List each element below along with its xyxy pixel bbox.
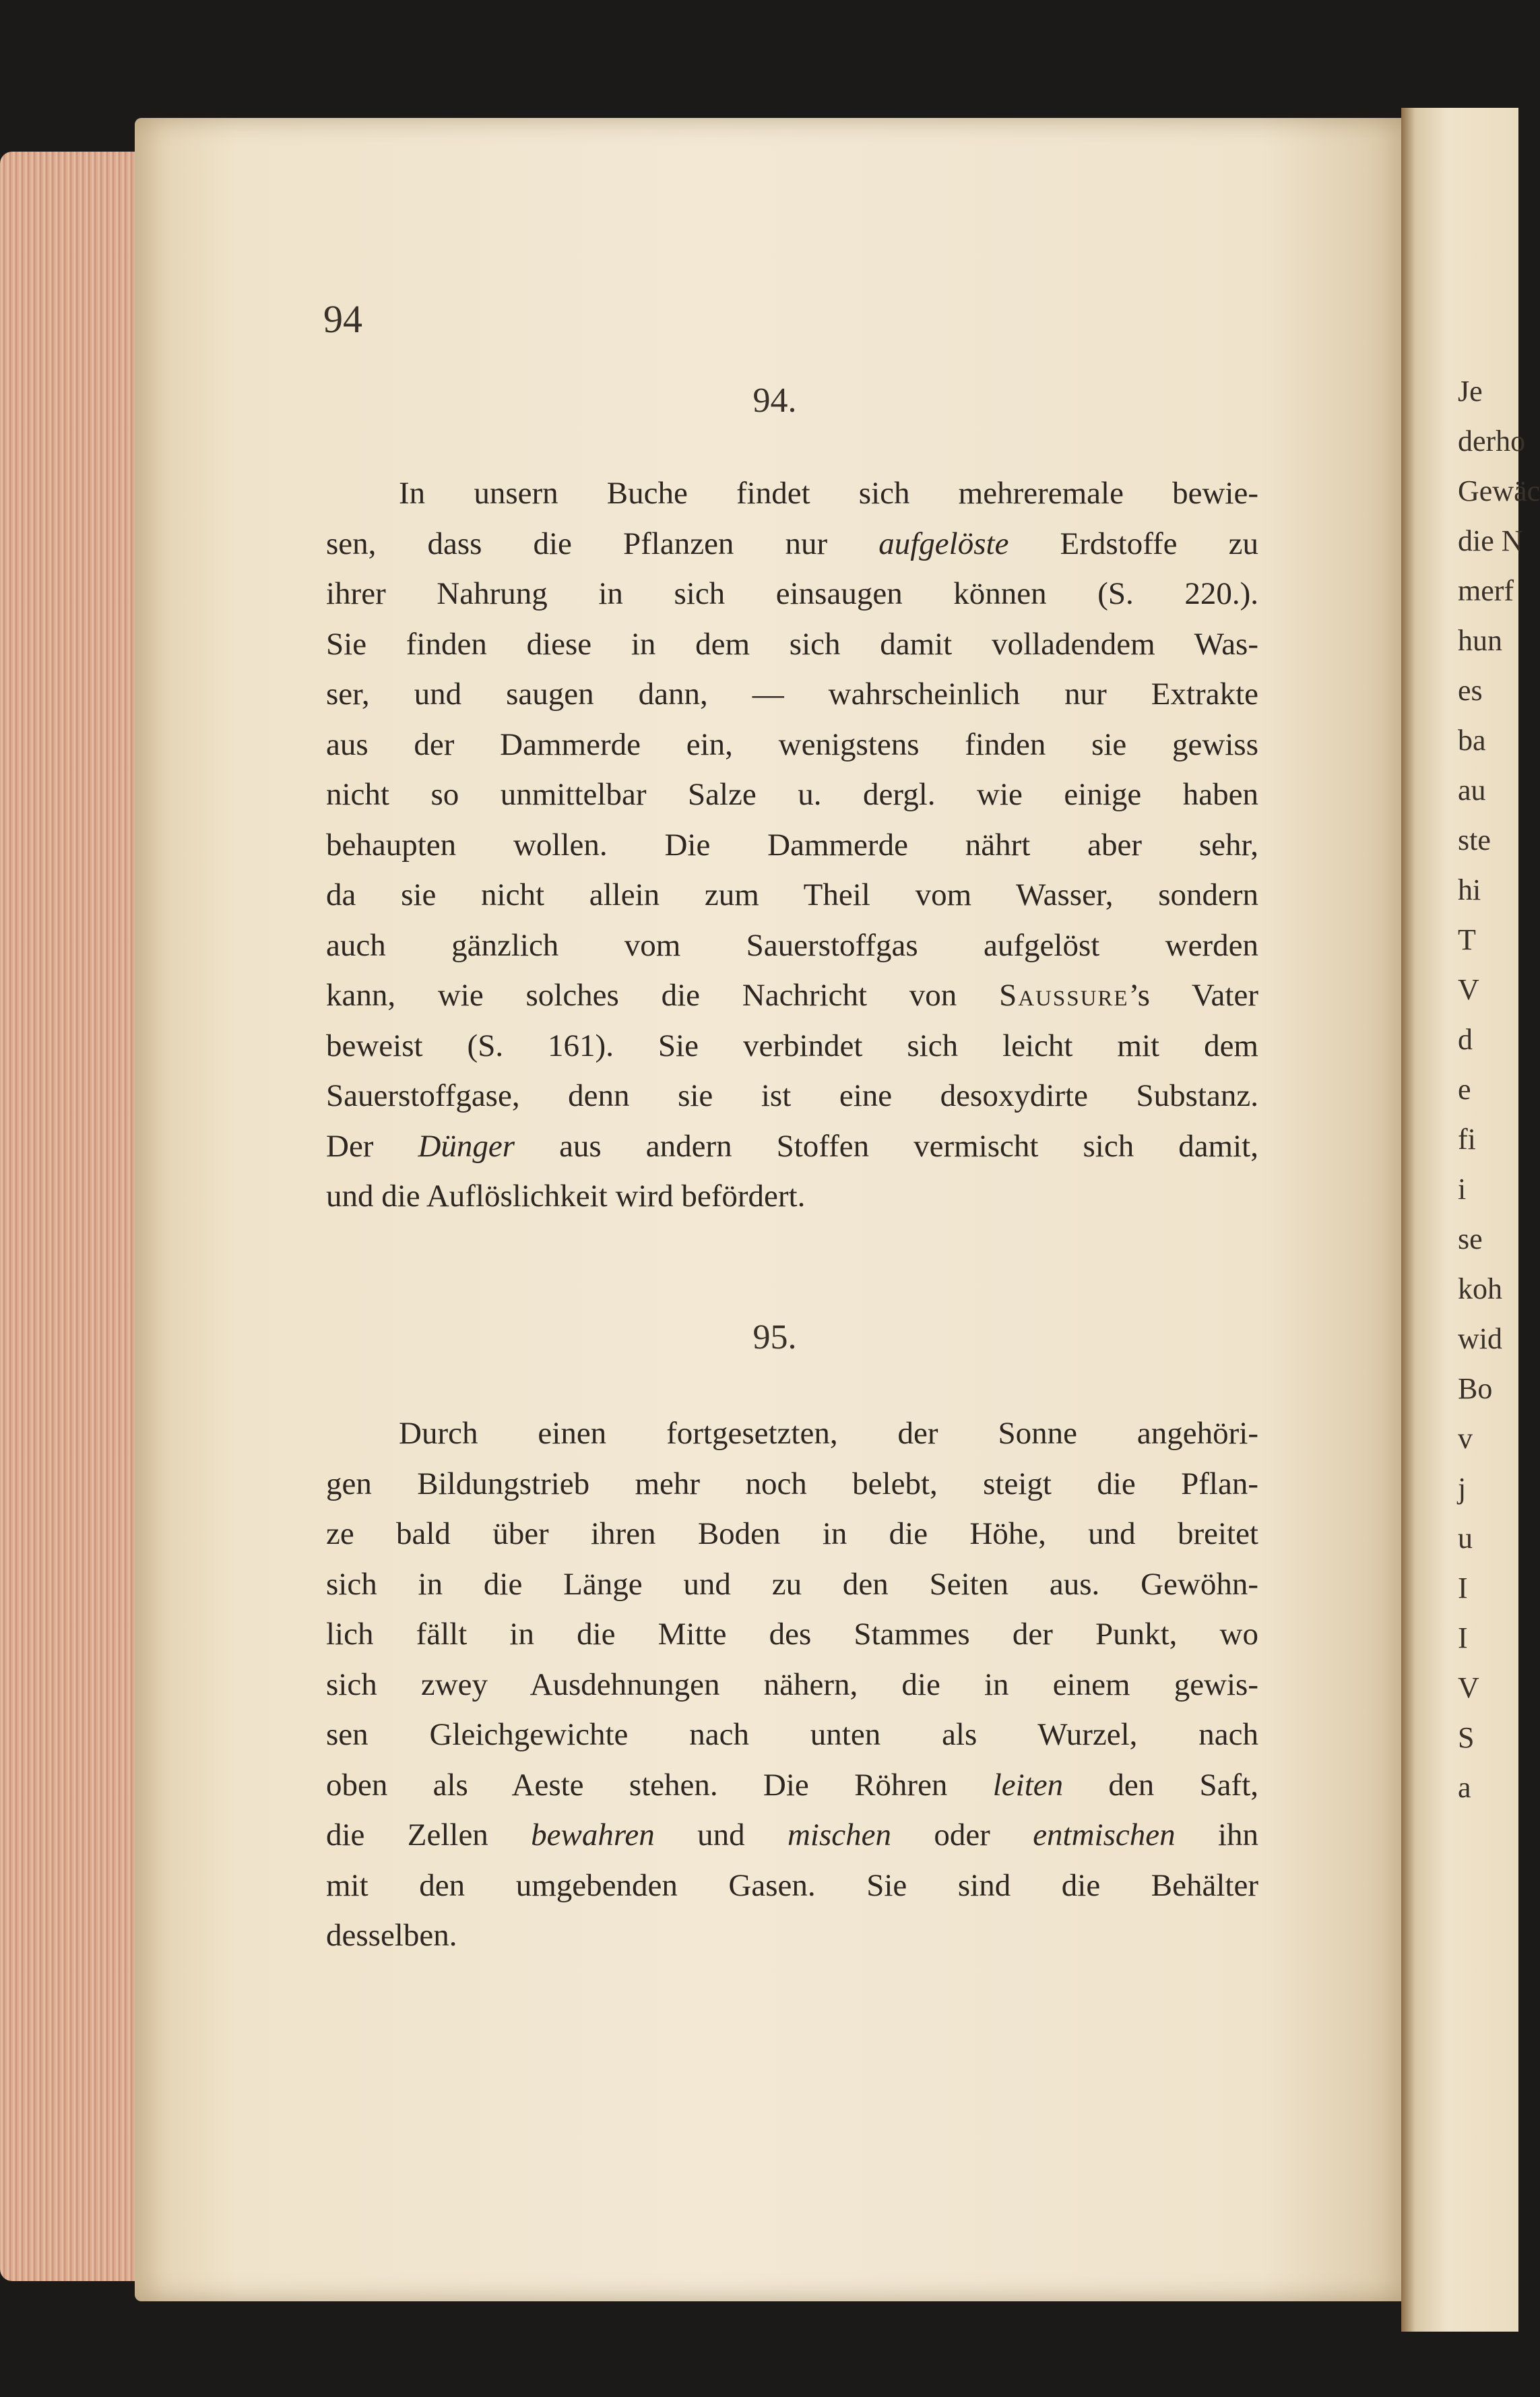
section-number-94: 94. [752, 381, 797, 420]
facing-page-fragment: u [1458, 1522, 1473, 1555]
emphasized-text: leiten [992, 1767, 1064, 1803]
text-run: oder [891, 1817, 1033, 1853]
text-line [326, 519, 1258, 569]
text-run: beweist (S. 161). Sie verbindet sich leicht mit dem [326, 1028, 1258, 1063]
running-page-number: 94 [323, 297, 362, 341]
text-run: oben als Aeste stehen. Die Röhren [326, 1767, 993, 1803]
text-line [326, 1121, 1258, 1172]
text-line [326, 619, 1258, 670]
text-line [326, 720, 1258, 770]
facing-page-fragment: j [1458, 1472, 1467, 1505]
facing-page-fragment: Bo [1458, 1372, 1493, 1405]
section-number-95: 95. [752, 1318, 797, 1357]
text-run: sen, dass die Pflanzen nur [326, 526, 879, 561]
text-run: Erdstoffe zu [1008, 526, 1258, 561]
facing-page-fragment: I [1458, 1571, 1468, 1605]
text-line [326, 468, 1258, 519]
text-run: desselben. [326, 1918, 457, 1953]
facing-page-fragment: e [1458, 1073, 1471, 1106]
facing-page-fragment: I [1458, 1621, 1468, 1654]
facing-page-fragment: au [1458, 774, 1486, 807]
facing-page-fragment: se [1458, 1222, 1483, 1255]
text-line [326, 1171, 1258, 1222]
facing-page-fragment: v [1458, 1422, 1473, 1455]
text-line [326, 1760, 1258, 1811]
facing-page-fragment: V [1458, 1671, 1479, 1704]
text-line [326, 669, 1258, 720]
text-run: ihn [1175, 1817, 1259, 1853]
text-run: ihrer Nahrung in sich einsaugen können (S. 220.). [326, 576, 1258, 611]
text-line [326, 1710, 1258, 1760]
text-run: und [654, 1817, 788, 1853]
paragraph-94 [326, 468, 1258, 1222]
text-run: ze bald über ihren Boden in die Höhe, und breitet [326, 1516, 1258, 1551]
text-run: auch gänzlich vom Sauerstoffgas aufgelöst werden [326, 927, 1258, 963]
text-run: den Saft, [1063, 1767, 1259, 1803]
facing-page-fragment: koh [1458, 1272, 1502, 1305]
text-line [326, 569, 1258, 619]
emphasized-text: mischen [787, 1817, 891, 1853]
page-edges [0, 152, 155, 2281]
text-run: ’s Vater [1128, 978, 1258, 1013]
facing-page-fragment: i [1458, 1173, 1467, 1206]
text-run: lich fällt in die Mitte des Stammes der Punkt, wo [326, 1617, 1258, 1652]
text-run: Durch einen fortgesetzten, der Sonne angehöri- [399, 1416, 1258, 1451]
text-run: Sauerstoffgase, denn sie ist eine desoxydirte Substanz. [326, 1078, 1258, 1113]
facing-page-fragment: derho [1458, 425, 1526, 458]
text-line [326, 1459, 1258, 1509]
text-run: nicht so unmittelbar Salze u. dergl. wie einige haben [326, 777, 1258, 812]
text-line [326, 820, 1258, 871]
text-run: mit den umgebenden Gasen. Sie sind die Behälter [326, 1867, 1258, 1903]
facing-page-fragment: es [1458, 674, 1483, 707]
emphasized-text: bewahren [531, 1817, 655, 1853]
text-line [326, 870, 1258, 921]
text-line [326, 1861, 1258, 1911]
text-run: kann, wie solches die Nachricht von [326, 978, 1000, 1013]
facing-page-fragment: ba [1458, 724, 1486, 757]
facing-page-fragment: die N [1458, 524, 1523, 557]
text-run: sen Gleichgewichte nach unten als Wurzel, nach [326, 1717, 1258, 1752]
text-run: sich zwey Ausdehnungen nähern, die in einem gewis- [326, 1667, 1258, 1702]
paragraph-95 [326, 1408, 1258, 1961]
facing-page-fragment: fi [1458, 1123, 1476, 1156]
facing-page-fragment: Je [1458, 375, 1483, 408]
text-line [326, 970, 1258, 1021]
emphasized-text: entmischen [1033, 1817, 1176, 1853]
facing-page-edge [1401, 108, 1540, 2332]
text-line [326, 921, 1258, 971]
text-line [326, 1559, 1258, 1610]
text-line [326, 1408, 1258, 1459]
text-run: behaupten wollen. Die Dammerde nährt aber sehr, [326, 827, 1258, 863]
text-run: aus der Dammerde ein, wenigstens finden sie gewiss [326, 726, 1258, 762]
text-line [326, 1660, 1258, 1710]
text-run: Der [326, 1128, 418, 1164]
text-run: die Zellen [326, 1817, 532, 1853]
text-run: gen Bildungstrieb mehr noch belebt, steigt die Pflan- [326, 1466, 1258, 1501]
text-line [326, 1071, 1258, 1121]
facing-page-fragment: hun [1458, 624, 1502, 657]
text-run: sich in die Länge und zu den Seiten aus. Gewöhn- [326, 1566, 1258, 1602]
text-run: In unsern Buche findet sich mehreremale bewie- [399, 476, 1258, 511]
emphasized-text: Dünger [418, 1128, 515, 1164]
text-run: da sie nicht allein zum Theil vom Wasser, sondern [326, 877, 1258, 912]
emphasized-text: Saussure [999, 978, 1129, 1013]
text-line [326, 1021, 1258, 1071]
facing-page-fragment: merf [1458, 574, 1514, 607]
facing-page-fragment: d [1458, 1023, 1473, 1056]
facing-page-fragment: T [1458, 923, 1476, 956]
facing-page-fragment: a [1458, 1771, 1471, 1804]
facing-page-fragment: hi [1458, 873, 1481, 906]
facing-page-fragment: wid [1458, 1322, 1502, 1355]
emphasized-text: aufgelöste [878, 526, 1009, 561]
facing-page-fragment: S [1458, 1721, 1475, 1754]
text-line [326, 770, 1258, 820]
text-run: und die Auflöslichkeit wird befördert. [326, 1179, 806, 1214]
facing-page-fragment: Gewäc [1458, 474, 1540, 507]
text-run: aus andern Stoffen vermischt sich damit, [515, 1128, 1258, 1164]
text-run: Sie finden diese in dem sich damit volladendem Was- [326, 626, 1258, 662]
text-line [326, 1910, 1258, 1961]
text-run: ser, und saugen dann, — wahrscheinlich nur Extrakte [326, 677, 1258, 712]
text-line [326, 1509, 1258, 1559]
text-line [326, 1810, 1258, 1861]
facing-page-fragment: ste [1458, 823, 1491, 857]
facing-page-fragment: V [1458, 973, 1479, 1006]
text-line [326, 1609, 1258, 1660]
